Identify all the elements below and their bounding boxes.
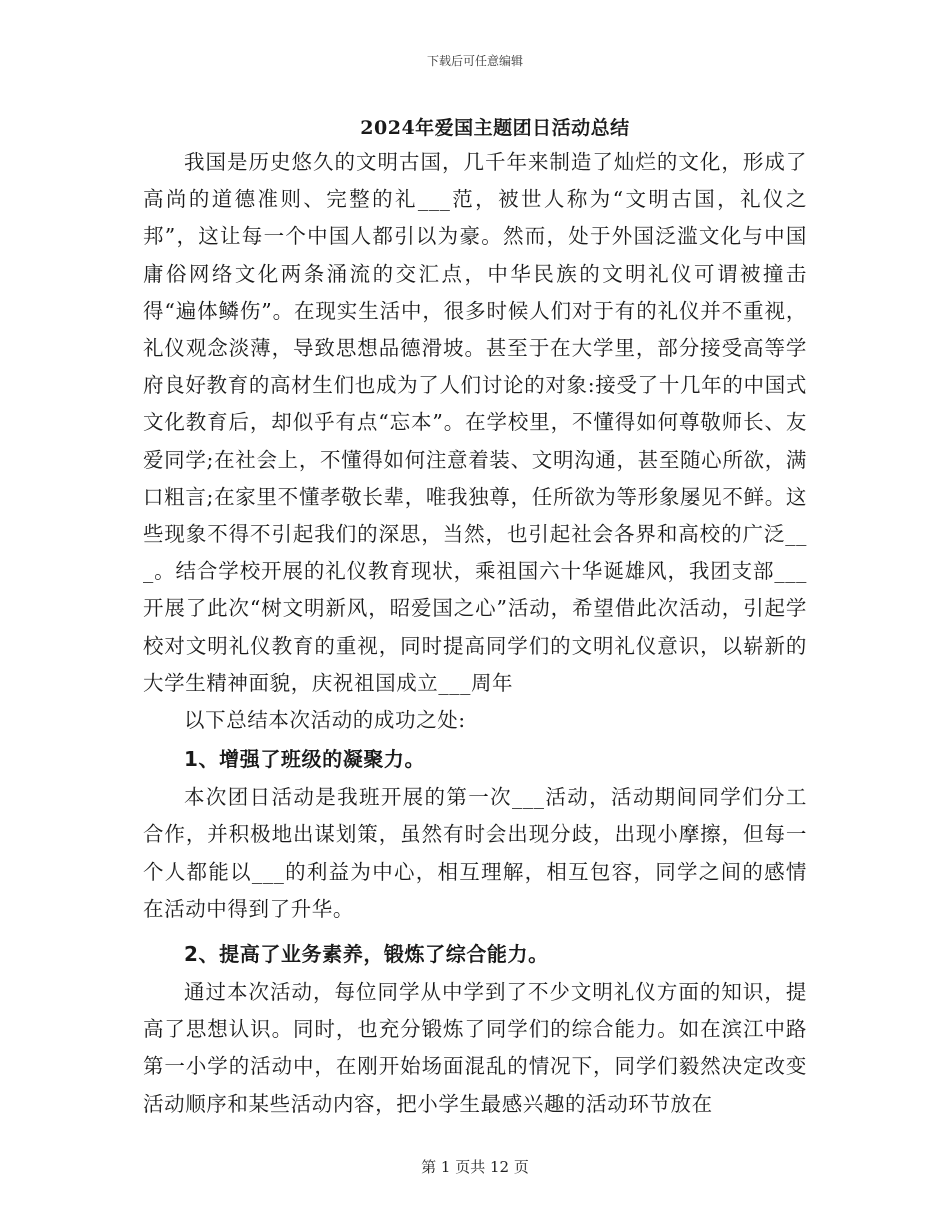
- intro-paragraph: 我国是历史悠久的文明古国，几千年来制造了灿烂的文化，形成了高尚的道德准则、完整的礼___范，被世人称为“文明古国，礼仪之邦”，这让每一个中国人都引以为豪。然而，处于外国泛滥文化与中国庸俗网络文化两条涌流的交汇点，中华民族的文明礼仪可谓被撞击得“遍体鳞伤”。在现实生活中，很多时候人们对于有的礼仪并不重视，礼仪观念淡薄，导致思想品德滑坡。甚至于在大学里，部分接受高等学府良好教育的高材生们也成为了人们讨论的对象:接受了十几年的中国式文化教育后，却似乎有点“忘本”。在学校里，不懂得如何尊敬师长、友爱同学;在社会上，不懂得如何注意着装、文明沟通，甚至随心所欲，满口粗言;在家里不懂孝敬长辈，唯我独尊，任所欲为等形象屡见不鲜。这些现象不得不引起我们的深思，当然，也引起社会各界和高校的广泛___。结合学校开展的礼仪教育现状，乘祖国六十华诞雄风，我团支部___开展了此次“树文明新风，昭爱国之心”活动，希望借此次活动，引起学校对文明礼仪教育的重视，同时提高同学们的文明礼仪意识，以崭新的大学生精神面貌，庆祝祖国成立___周年: [143, 150, 807, 695]
- section-2-body: 通过本次活动，每位同学从中学到了不少文明礼仪方面的知识，提高了思想认识。同时，也充分锻炼了同学们的综合能力。如在滨江中路第一小学的活动中，在刚开始场面混乱的情况下，同学们毅然决定改变活动顺序和某些活动内容，把小学生最感兴趣的活动环节放在: [143, 980, 807, 1116]
- section-1-heading: 1、增强了班级的凝聚力。: [184, 747, 426, 772]
- section-2-heading: 2、提高了业务素养，锻炼了综合能力。: [184, 942, 549, 967]
- document-title: 2024年爱国主题团日活动总结: [360, 117, 630, 139]
- section-1-body: 本次团日活动是我班开展的第一次___活动，活动期间同学们分工合作，并积极地出谋划策，虽然有时会出现分歧，出现小摩擦，但每一个人都能以___的利益为中心，相互理解，相互包容，同学之间的感情在活动中得到了升华。: [143, 785, 807, 921]
- page-number-footer: 第 1 页共 12 页: [421, 1158, 529, 1176]
- page-header-note: 下载后可任意编辑: [426, 54, 523, 68]
- document-body: [143, 112, 807, 1123]
- summary-lead-paragraph: 以下总结本次活动的成功之处:: [184, 708, 466, 733]
